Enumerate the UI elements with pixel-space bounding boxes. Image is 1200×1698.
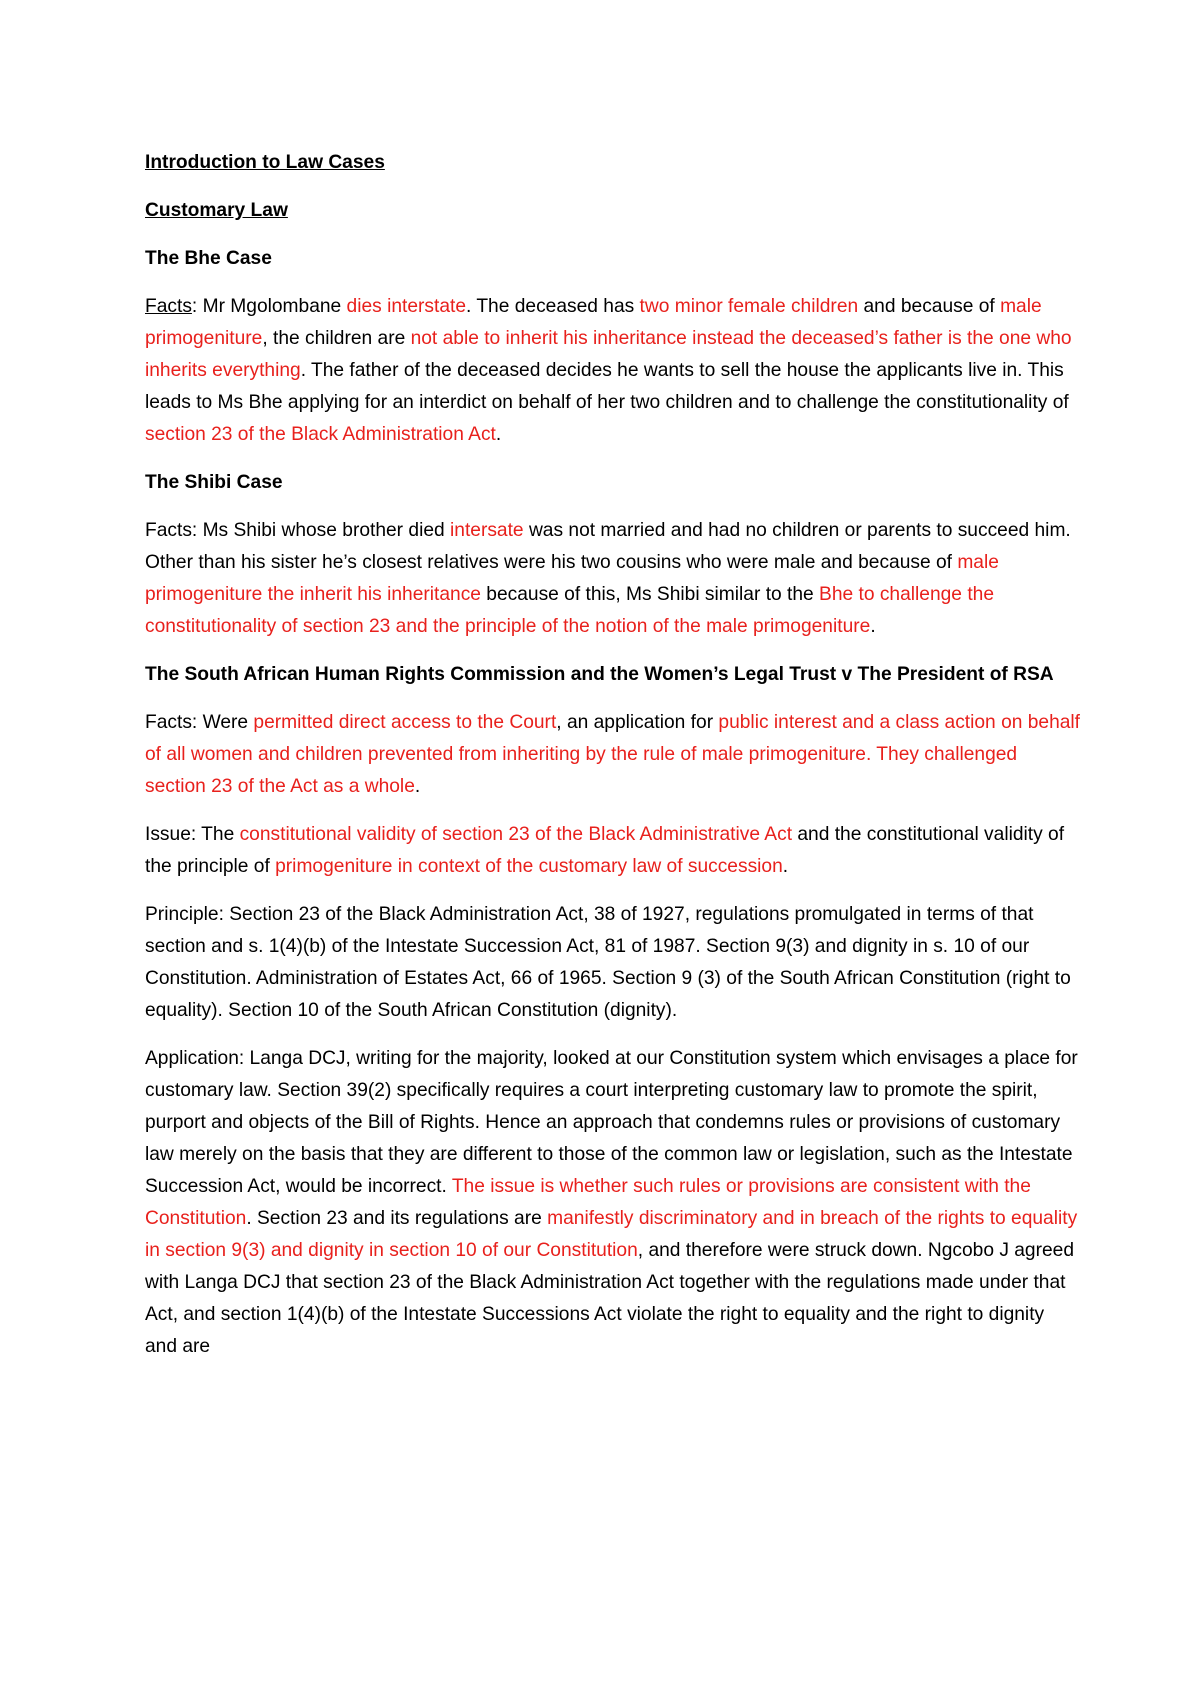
text-run: Facts: Ms Shibi whose brother died <box>145 520 451 541</box>
highlight-run: The issue is whether such rules or provisions are consistent with the Constitution <box>145 1176 1031 1229</box>
text-run: and the constitutional validity of the principle of <box>145 824 1065 877</box>
text-run: . <box>782 856 789 877</box>
highlight-run: Bhe to challenge the constitutionality of section 23 and the principle of the notion of the male primogeniture <box>145 584 994 637</box>
text-run: was not married and had no children or parents to succeed him. Other than his sister he’s closest relatives were his two cousins who were male and because of <box>145 520 1071 573</box>
text-run: Issue: The <box>145 824 240 845</box>
highlight-run: two minor female children <box>639 296 859 317</box>
text-run: and because of <box>858 296 1001 317</box>
highlight-run: manifestly discriminatory and in breach of the rights to equality in section 9(3) and dignity in section 10 of our Constitution <box>145 1208 1078 1261</box>
bhe-case-heading: The Bhe Case <box>145 248 272 269</box>
text-run: . <box>414 776 421 797</box>
section-heading: Customary Law <box>145 200 288 221</box>
text-run: : Mr Mgolombane <box>191 296 347 317</box>
text-run: , an application for <box>556 712 719 733</box>
highlight-run: permitted direct access to the Court <box>253 712 557 733</box>
text-run: . <box>495 424 502 445</box>
document-title: Introduction to Law Cases <box>145 152 385 173</box>
highlight-run: dies interstate <box>346 296 467 317</box>
highlight-run: constitutional validity of section 23 of the Black Administrative Act <box>239 824 793 845</box>
text-run: . The deceased has <box>466 296 640 317</box>
highlight-run: not able to inherit his inheritance instead the deceased’s father is the one who inherits everything <box>145 328 1072 381</box>
facts-label: Facts <box>145 296 192 317</box>
highlight-run: section 23 of the Black Administration Act <box>145 424 496 445</box>
highlight-run: intersate <box>450 520 524 541</box>
highlight-run: primogeniture in context of the customary law of succession <box>275 856 783 877</box>
shibi-case-heading: The Shibi Case <box>145 472 283 493</box>
text-run: . The father of the deceased decides he wants to sell the house the applicants live in. This leads to Ms Bhe applying for an interdict on behalf of her two children and to challenge the constitutionality of <box>145 360 1069 413</box>
highlight-run: male primogeniture <box>145 296 1042 349</box>
sahrc-principle-paragraph: Principle: Section 23 of the Black Administration Act, 38 of 1927, regulations promulgated in terms of that section and s. 1(4)(b) of the Intestate Succession Act, 81 of 1987. Section 9(3) and dignity in s. 10 of our Constitution. Administration of Estates Act, 66 of 1965. Section 9 (3) of the South African Constitution (right to equality). Section 10 of the South African Constitution (dignity). <box>145 904 1071 1021</box>
highlight-run: public interest and a class action on behalf of all women and children prevented from inheriting by the rule of male primogeniture. They challenged section 23 of the Act as a whole <box>145 712 1081 797</box>
sahrc-issue-paragraph <box>145 819 1080 883</box>
highlight-run: male primogeniture the inherit his inheritance <box>145 552 999 605</box>
sahrc-application-paragraph <box>145 1043 1080 1363</box>
sahrc-case-heading: The South African Human Rights Commission and the Women’s Legal Trust v The President of RSA <box>145 664 1054 685</box>
sahrc-facts-paragraph <box>145 707 1080 803</box>
text-run: because of this, Ms Shibi similar to the <box>480 584 820 605</box>
bhe-facts-paragraph <box>145 291 1080 451</box>
shibi-facts-paragraph <box>145 515 1080 643</box>
text-run: . Section 23 and its regulations are <box>246 1208 548 1229</box>
text-run: Application: Langa DCJ, writing for the majority, looked at our Constitution system which envisages a place for customary law. Section 39(2) specifically requires a court interpreting customary law to promote the spirit, purport and objects of the Bill of Rights. Hence an approach that condemns rules or provisions of customary law merely on the basis that they are different to those of the common law or legislation, such as the Intestate Succession Act, would be incorrect. <box>145 1048 1078 1197</box>
text-run: , the children are <box>262 328 411 349</box>
text-run: Facts: Were <box>145 712 254 733</box>
text-run: . <box>870 616 876 637</box>
text-run: , and therefore were struck down. Ngcobo J agreed with Langa DCJ that section 23 of the Black Administration Act together with the regulations made under that Act, and section 1(4)(b) of the Intestate Successions Act violate the right to equality and the right to dignity and are <box>145 1240 1075 1357</box>
